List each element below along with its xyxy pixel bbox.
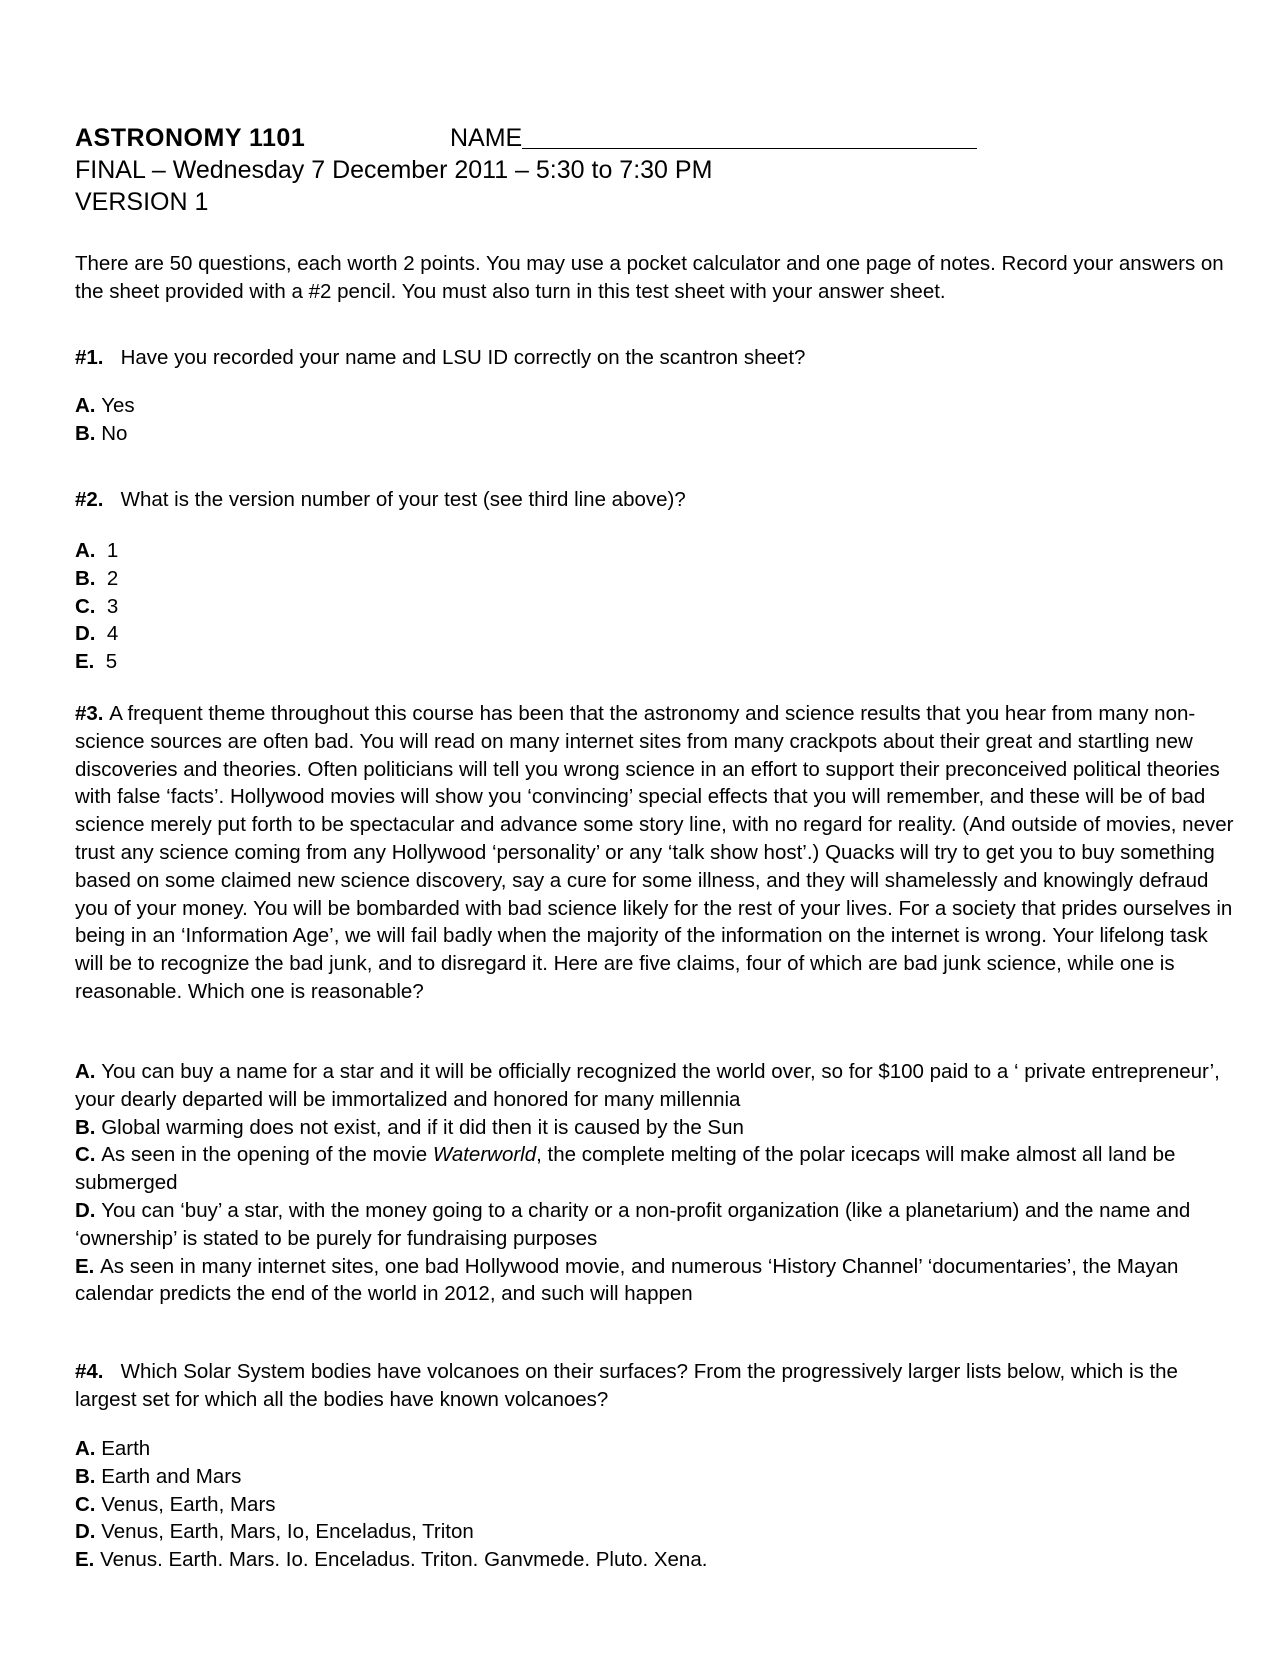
option-b <box>75 1114 1235 1142</box>
question-text: Which Solar System bodies have volcanoes on their surfaces? From the progressively larger lists below, which is the largest set for which all the bodies have known volcanoes? <box>75 1360 1178 1411</box>
option-text: Venus, Earth, Mars, Io, Enceladus, Triton <box>101 1520 474 1544</box>
question-2-options <box>75 537 1235 676</box>
option-text-pre: As seen in the opening of the movie <box>101 1143 433 1167</box>
option-e <box>75 1546 1235 1574</box>
option-c <box>75 1141 1235 1197</box>
question-text: Have you recorded your name and LSU ID correctly on the scantron sheet? <box>120 346 806 369</box>
option-letter: A. <box>75 539 96 562</box>
question-4-options <box>75 1435 1235 1574</box>
option-letter: B. <box>75 1115 96 1139</box>
option-text: 2 <box>106 566 119 590</box>
option-letter: A. <box>75 394 96 417</box>
option-text: 3 <box>106 594 119 618</box>
question-1-stem <box>75 344 1235 372</box>
question-1 <box>75 344 1235 372</box>
option-text: Venus. Earth. Mars. Io. Enceladus. Triton. Ganvmede. Pluto. Xena. <box>100 1548 708 1572</box>
option-text: Earth <box>101 1437 151 1460</box>
option-text: As seen in many internet sites, one bad Hollywood movie, and numerous ‘History Channel’ ‘documentaries’, the Mayan calendar predicts the end of the world in 2012, and such will happen <box>75 1254 1179 1306</box>
question-number: #3. <box>75 702 104 725</box>
option-letter: D. <box>75 1520 96 1544</box>
option-text: Earth and Mars <box>101 1464 242 1488</box>
option-e <box>75 648 1235 676</box>
option-d <box>75 1197 1235 1253</box>
option-text-post: , the complete melting of the polar icecaps will make almost all land be submerged <box>75 1143 1176 1195</box>
option-letter: A. <box>75 1060 96 1083</box>
question-number: #1. <box>75 346 104 369</box>
option-a <box>75 537 1235 565</box>
option-letter: B. <box>75 566 96 590</box>
question-3 <box>75 700 1235 1006</box>
option-text: 5 <box>105 650 118 674</box>
movie-title: Waterworld <box>432 1143 537 1167</box>
option-text: 4 <box>106 622 119 646</box>
question-4-stem <box>75 1358 1235 1414</box>
option-text: Venus, Earth, Mars <box>101 1492 276 1516</box>
option-e <box>75 1253 1235 1309</box>
option-letter: E. <box>75 650 95 674</box>
course-title: ASTRONOMY 1101 <box>75 124 306 152</box>
option-a <box>75 1058 1235 1114</box>
question-3-stem <box>75 700 1235 1006</box>
option-letter: B. <box>75 1464 96 1488</box>
option-a <box>75 392 1235 420</box>
option-letter: D. <box>75 1198 96 1222</box>
option-text: You can ‘buy’ a star, with the money going to a charity or a non-profit organization (like a planetarium) and the name and ‘ownership’ is stated to be purely for fundraising purposes <box>75 1198 1191 1250</box>
instructions: There are 50 questions, each worth 2 points. You may use a pocket calculator and one page of notes. Record your answers on the sheet provided with a #2 pencil. You must also turn in this test sheet with your answer sheet. <box>75 252 1224 303</box>
option-text: No <box>101 421 128 445</box>
version-line: VERSION 1 <box>75 188 209 216</box>
name-label: NAME <box>450 124 523 152</box>
exam-date-line: FINAL – Wednesday 7 December 2011 – 5:30 to 7:30 PM <box>75 156 713 184</box>
option-text: You can buy a name for a star and it will be officially recognized the world over, so for $100 paid to a ‘ private entrepreneur’, your dearly departed will be immortalized and honored for many millennia <box>75 1060 1220 1111</box>
option-text: Yes <box>101 394 135 417</box>
name-blank-line <box>522 122 977 149</box>
option-d <box>75 1518 1235 1546</box>
option-letter: E. <box>75 1548 95 1572</box>
option-letter: B. <box>75 421 96 445</box>
question-2-stem <box>75 486 1235 514</box>
question-text: A frequent theme throughout this course has been that the astronomy and science results that you hear from many non-science sources are often bad. You will read on many internet sites from many crackpots about their great and startling new discoveries and theories. Often politicians will tell you wrong science in an effort to support their preconceived political theories with false ‘facts’. Hollywood movies will show you ‘convincing’ special effects that you will remember, and these will be of bad science merely put forth to be spectacular and advance some story line, with no regard for reality. (And outside of movies, never trust any science coming from any Hollywood ‘personality’ or any ‘talk show host’.) Quacks will try to get you to buy something based on some claimed new science discovery, say a cure for some illness, and they will shamelessly and knowingly defraud you of your money. You will be bombarded with bad science likely for the rest of your lives. For a society that prides ourselves in being in an ‘Information Age’, we will fail badly when the majority of the information on the internet is wrong. Your lifelong task will be to recognize the bad junk, and to disregard it. Here are five claims, four of which are bad junk science, while one is reasonable. Which one is reasonable? <box>75 702 1234 1003</box>
header-line-1 <box>75 122 1215 154</box>
question-1-options <box>75 392 1235 448</box>
option-b <box>75 565 1235 593</box>
option-letter: C. <box>75 594 96 618</box>
option-letter: D. <box>75 622 96 646</box>
question-text: What is the version number of your test (see third line above)? <box>120 488 686 511</box>
question-3-options <box>75 1058 1235 1308</box>
option-d <box>75 620 1235 648</box>
option-c <box>75 593 1235 621</box>
option-b <box>75 420 1235 448</box>
option-letter: C. <box>75 1143 96 1167</box>
option-c <box>75 1491 1235 1519</box>
exam-header <box>75 122 1215 218</box>
question-number: #4. <box>75 1360 104 1383</box>
option-a <box>75 1435 1235 1463</box>
option-b <box>75 1463 1235 1491</box>
option-letter: A. <box>75 1437 96 1460</box>
option-letter: E. <box>75 1254 95 1278</box>
option-letter: C. <box>75 1492 96 1516</box>
option-text: Global warming does not exist, and if it did then it is caused by the Sun <box>101 1115 744 1139</box>
question-2 <box>75 486 1235 514</box>
question-number: #2. <box>75 488 104 511</box>
question-4 <box>75 1358 1235 1414</box>
option-text: 1 <box>106 539 119 562</box>
